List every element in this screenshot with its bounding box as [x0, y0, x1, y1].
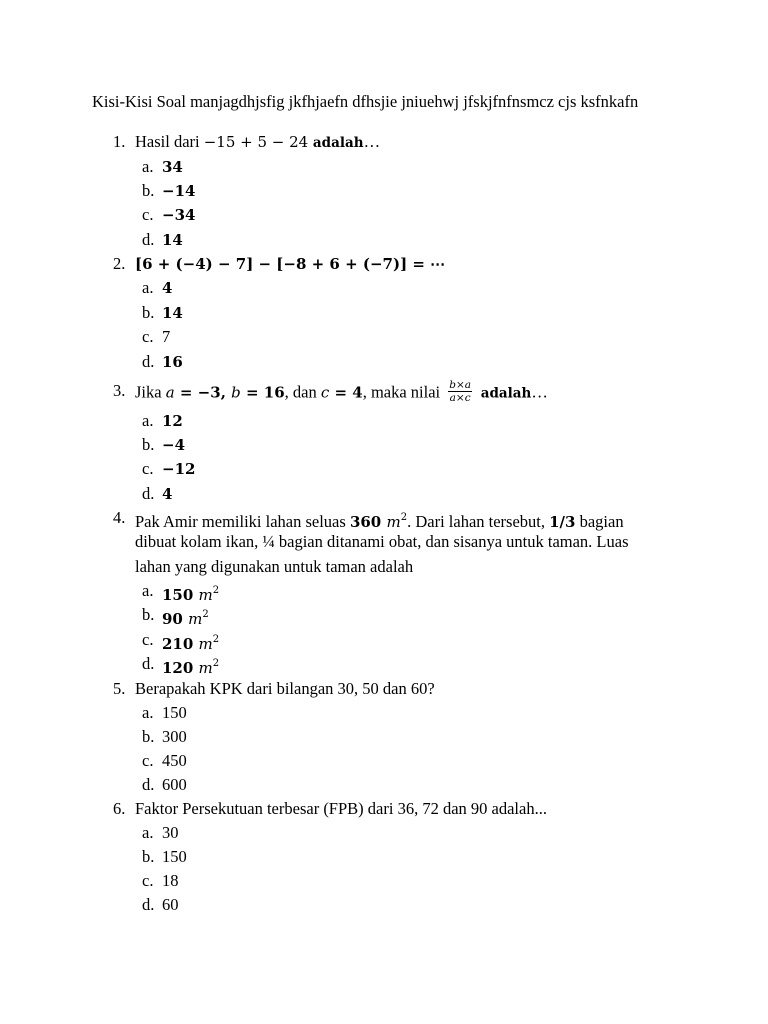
q5-option-b-letter: b. [142, 727, 155, 746]
q3-option-b-letter: b. [142, 435, 155, 454]
q1-text [135, 132, 380, 153]
q4-number: 4. [113, 508, 126, 527]
q5-option-b-text: 300 [162, 727, 187, 746]
q4-option-c-text: 210 [162, 635, 199, 653]
q6-option-d-text: 60 [162, 895, 179, 914]
q3-option-c-letter: c. [142, 459, 154, 478]
q2-option-d-text: 16 [162, 353, 183, 371]
q2-expression: [6 + (−4) − 7] − [−8 + 6 + (−7)] = ⋯ [135, 255, 446, 273]
q1-option-c-text: −34 [162, 206, 196, 224]
q4-option-b-text: 90 [162, 610, 189, 628]
q4-line-1b: . Dari lahan tersebut, [407, 512, 550, 531]
q2-option-d-letter: d. [142, 352, 155, 371]
q4-area-unit: m [386, 513, 401, 531]
q4-line-2: dibuat kolam ikan, ¼ bagian ditanami obat, dan sisanya untuk taman. Luas [135, 532, 629, 551]
q3-option-a-text: 12 [162, 412, 183, 430]
q2-option-a-letter: a. [142, 278, 154, 297]
q5-option-c-letter: c. [142, 751, 154, 770]
q4-area-exponent: 2 [400, 512, 408, 523]
q3-option-b-text: −4 [162, 436, 186, 454]
q4-option-c [162, 630, 219, 654]
q6-option-c-letter: c. [142, 871, 154, 890]
q6-option-b-letter: b. [142, 847, 155, 866]
q3-fraction [448, 379, 472, 404]
q4-option-c-exponent: 2 [212, 634, 220, 645]
q3-var-c: c [320, 383, 330, 402]
q3-number: 3. [113, 381, 126, 400]
q4-line-1a: Pak Amir memiliki lahan seluas [135, 512, 350, 531]
q3-dan: , dan [284, 382, 321, 402]
q2-option-b-text: 14 [162, 304, 183, 322]
q3-maka: , maka nilai [362, 382, 445, 402]
q5-option-d-letter: d. [142, 775, 155, 794]
q4-option-d-text: 120 [162, 659, 199, 677]
q4-line-3: lahan yang digunakan untuk taman adalah [135, 557, 414, 576]
q5-text: Berapakah KPK dari bilangan 30, 50 dan 60? [135, 679, 435, 698]
q2-option-c-text: 7 [162, 327, 171, 346]
q6-option-c-text: 18 [162, 871, 179, 890]
q1-option-d-text: 14 [162, 231, 183, 249]
q4-option-a-unit: m [198, 586, 213, 604]
q3-option-d-letter: d. [142, 484, 155, 503]
q4-option-b [162, 605, 209, 629]
q5-option-d-text: 600 [162, 775, 187, 794]
q3-var-b: b [231, 383, 241, 402]
q4-option-b-exponent: 2 [202, 609, 209, 620]
q1-number: 1. [113, 132, 126, 151]
q1-option-b-letter: b. [142, 181, 155, 200]
q1-option-d-letter: d. [142, 230, 155, 249]
q1-ellipsis: … [363, 132, 381, 151]
q4-line-1 [135, 508, 624, 532]
q4-line-1c: bagian [575, 512, 624, 531]
q1-option-c-letter: c. [142, 205, 154, 224]
q3-adalah: adalah [476, 385, 532, 402]
q1-adalah: adalah [308, 135, 364, 151]
q4-option-c-letter: c. [142, 630, 154, 649]
q5-option-c-text: 450 [162, 751, 187, 770]
q4-option-b-unit: m [188, 610, 203, 628]
q6-text: Faktor Persekutuan terbesar (FPB) dari 36, 72 dan 90 adalah... [135, 799, 547, 818]
q4-option-d-letter: d. [142, 654, 155, 673]
q4-option-b-letter: b. [142, 605, 155, 624]
q3-val-c: = 4 [329, 383, 363, 402]
q4-option-d-unit: m [198, 659, 213, 677]
q3-fraction-denominator: a×c [449, 392, 471, 404]
q2-option-b-letter: b. [142, 303, 155, 322]
q6-option-a-letter: a. [142, 823, 154, 842]
q3-option-c-text: −12 [162, 460, 196, 478]
q4-area-number: 360 [349, 513, 387, 531]
q3-ellipsis: … [531, 382, 548, 402]
q1-expression: −15 + 5 − 24 [203, 133, 309, 151]
q3-val-b: = 16 [240, 383, 285, 402]
q3-option-d-text: 4 [162, 485, 173, 503]
q4-fraction: 1/3 [549, 513, 576, 531]
q4-option-a-exponent: 2 [212, 585, 220, 596]
q1-prefix: Hasil dari [135, 132, 204, 151]
q1-option-a-letter: a. [142, 157, 154, 176]
q6-option-a-text: 30 [162, 823, 179, 842]
q6-option-d-letter: d. [142, 895, 155, 914]
q4-option-c-unit: m [198, 635, 213, 653]
q3-option-a-letter: a. [142, 411, 154, 430]
q3-fraction-numerator: b×a [449, 379, 472, 391]
q5-option-a-letter: a. [142, 703, 154, 722]
q4-option-a-text: 150 [162, 586, 199, 604]
q2-number: 2. [113, 254, 126, 273]
q1-option-b-text: −14 [162, 182, 196, 200]
q6-option-b-text: 150 [162, 847, 187, 866]
q4-option-d [162, 654, 219, 678]
q4-option-d-exponent: 2 [212, 658, 220, 669]
q1-option-a-text: 34 [162, 158, 183, 176]
q2-option-a-text: 4 [162, 279, 173, 297]
q3-var-a: a [165, 383, 175, 402]
q5-number: 5. [113, 679, 126, 698]
document-title: Kisi-Kisi Soal manjagdhjsfig jkfhjaefn dfhsjie jniuehwj jfskjfnfnsmcz cjs ksfnkafn [92, 92, 639, 111]
q3-val-a: = −3, [174, 383, 232, 402]
q2-option-c-letter: c. [142, 327, 154, 346]
q3-jika: Jika [135, 382, 166, 402]
q6-number: 6. [113, 799, 126, 818]
q4-option-a [162, 581, 219, 605]
q4-option-a-letter: a. [142, 581, 154, 600]
q5-option-a-text: 150 [162, 703, 187, 722]
q3-text [135, 381, 548, 406]
